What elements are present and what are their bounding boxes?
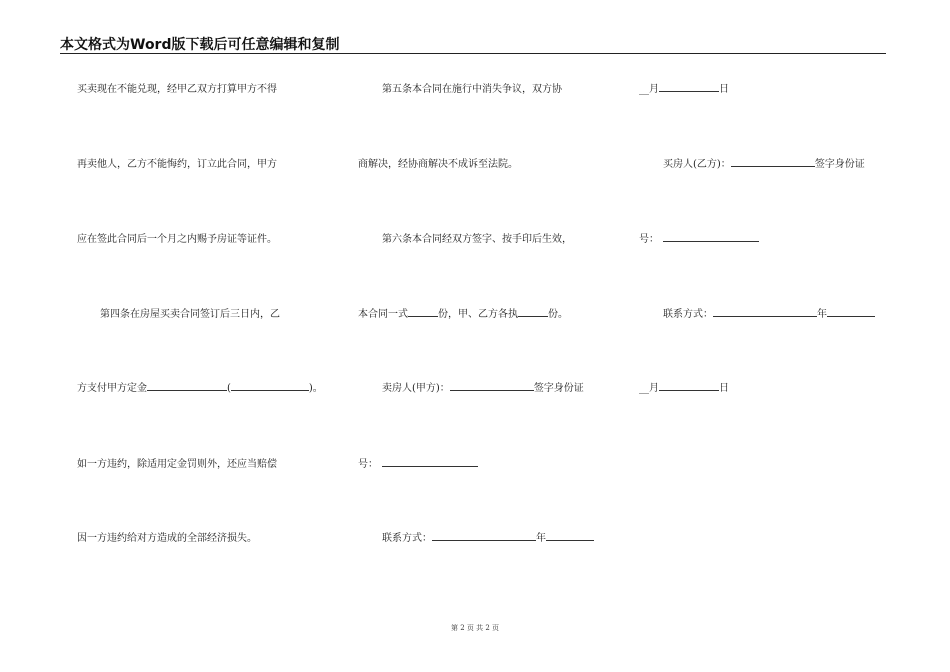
day-label-2: 日 <box>719 383 729 394</box>
buyer-contact-blank <box>713 307 817 317</box>
document-header: 本文格式为Word版下载后可任意编辑和复制 <box>60 37 340 53</box>
month-label-2: __月 <box>639 383 659 394</box>
seller-id-number-label: 号： <box>358 459 378 470</box>
col1-line-1: 买卖现在不能兑现，经甲乙双方打算甲方不得 <box>77 84 277 95</box>
col3-line-5 <box>639 379 729 394</box>
col3-line-1 <box>639 80 729 95</box>
col2-line-1: 第五条本合同在施行中消失争议，双方协 <box>382 84 562 95</box>
col1-line-7: 因一方违约给对方造成的全部经济损失。 <box>77 533 257 544</box>
seller-contact-label: 联系方式： <box>382 533 432 544</box>
buyer-year-label: 年 <box>817 309 827 320</box>
col1-line-3: 应在签此合同后一个月之内赐予房证等证件。 <box>77 234 277 245</box>
seller-contact-blank <box>432 531 536 541</box>
col3-line-2 <box>663 155 865 170</box>
each-holds-label: 份，甲、乙方各执 <box>438 309 518 320</box>
col2-line-3: 第六条本合同经双方签字、按手印后生效， <box>382 234 572 245</box>
deposit-label: 方支付甲方定金 <box>77 383 147 394</box>
deposit-blank <box>147 381 227 391</box>
copies-blank <box>408 307 438 317</box>
day-label-1: 日 <box>719 84 729 95</box>
seller-label: 卖房人(甲方)： <box>382 383 450 394</box>
col2-line-2: 商解决，经协商解决不成诉至法院。 <box>358 159 518 170</box>
month-label-1: __月 <box>639 84 659 95</box>
buyer-signature-blank <box>731 157 815 167</box>
day-blank-2 <box>659 381 719 391</box>
buyer-id-number-label: 号： <box>639 234 659 245</box>
col2-line-4 <box>358 305 568 320</box>
page-number: 第 2 页 共 2 页 <box>450 624 500 632</box>
buyer-id-number-blank <box>663 232 759 242</box>
col2-line-7 <box>382 529 594 544</box>
col2-line-6 <box>358 455 478 470</box>
seller-id-label: 签字身份证 <box>533 383 584 394</box>
col3-line-4 <box>663 305 875 320</box>
seller-id-number-blank <box>382 457 478 467</box>
day-blank-1 <box>659 82 719 92</box>
seller-month-blank <box>546 531 594 541</box>
copies-suffix: 份。 <box>548 309 568 320</box>
copies-label: 本合同一式 <box>358 309 408 320</box>
open-paren: ( <box>227 383 231 394</box>
col3-line-3 <box>639 230 759 245</box>
buyer-contact-label: 联系方式： <box>663 309 713 320</box>
buyer-id-label: 签字身份证 <box>814 159 865 170</box>
close-paren: )。 <box>308 383 323 394</box>
col1-line-4: 第四条在房屋买卖合同签订后三日内，乙 <box>100 309 280 320</box>
deposit-words-blank <box>231 381 309 391</box>
buyer-label: 买房人(乙方)： <box>663 159 731 170</box>
col1-line-2: 再卖他人，乙方不能悔约，订立此合同，甲方 <box>77 159 277 170</box>
buyer-month-blank <box>827 307 875 317</box>
seller-signature-blank <box>450 381 534 391</box>
each-copies-blank <box>518 307 548 317</box>
seller-year-label: 年 <box>536 533 546 544</box>
header-rule <box>60 53 886 54</box>
col1-line-5 <box>77 379 323 394</box>
col1-line-6: 如一方违约，除适用定金罚则外，还应当赔偿 <box>77 459 277 470</box>
col2-line-5 <box>382 379 584 394</box>
